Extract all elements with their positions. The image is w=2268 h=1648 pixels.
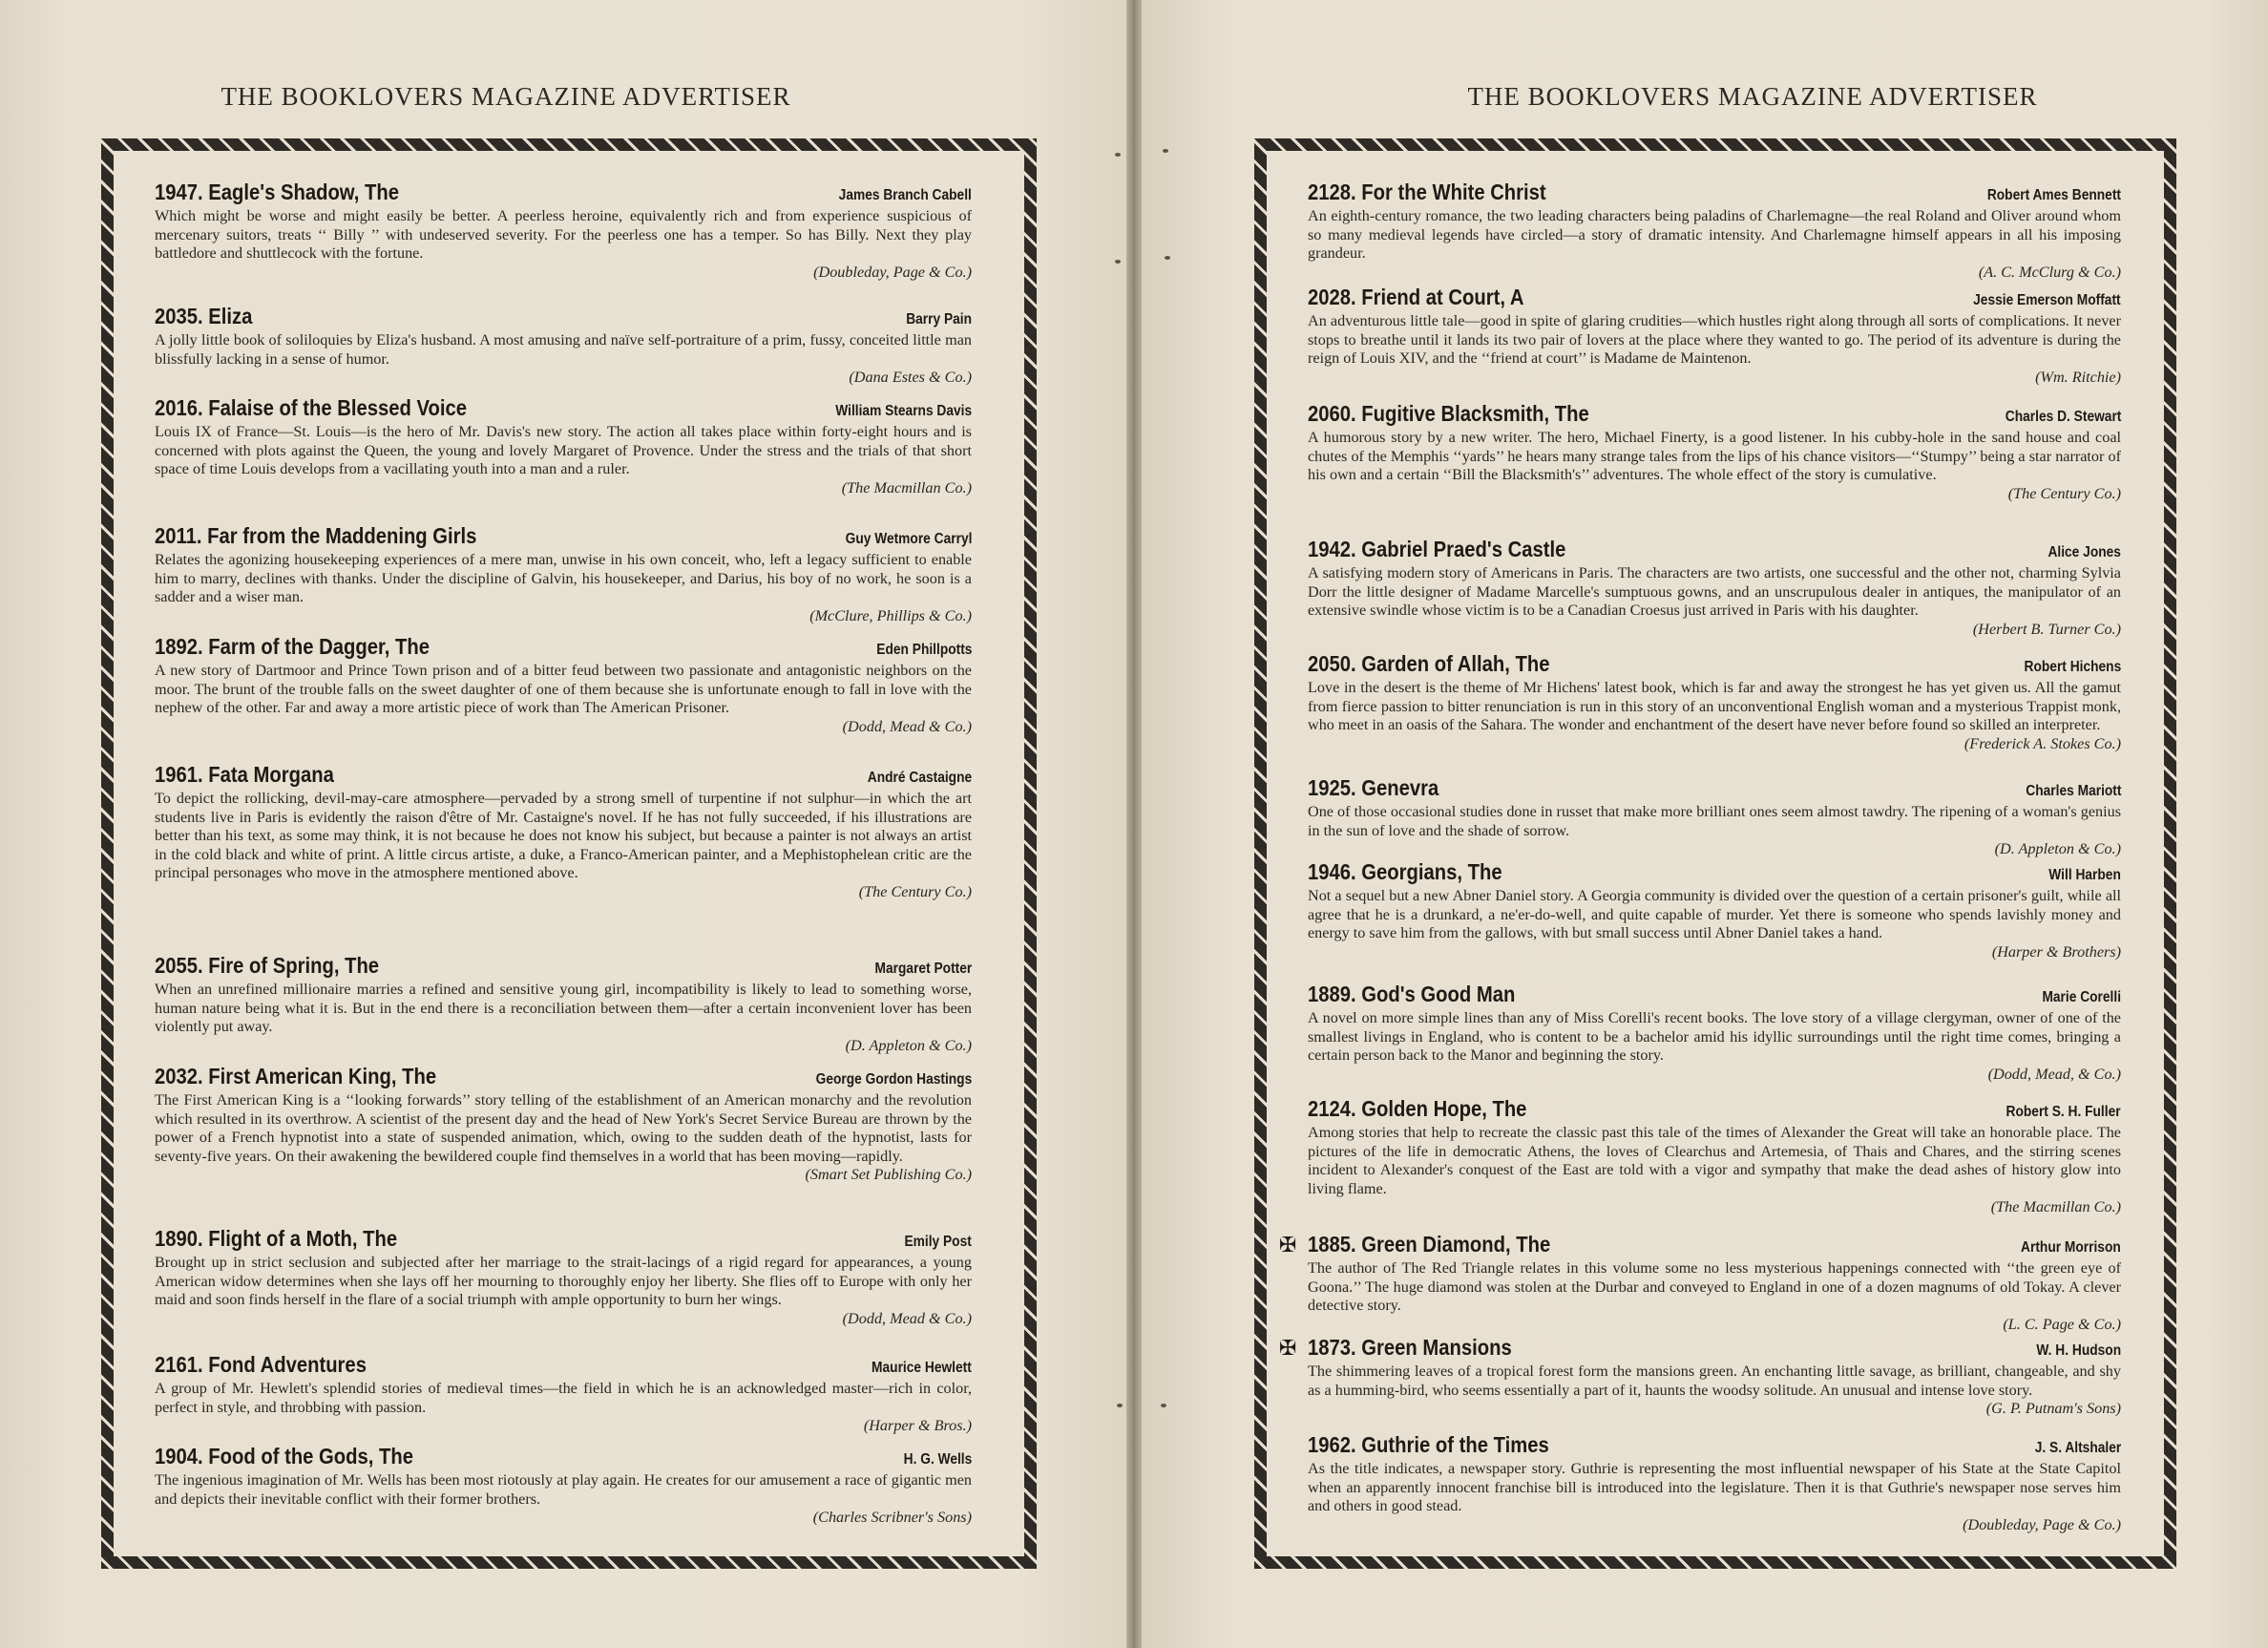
entry-publisher: (Dodd, Mead, & Co.) <box>1987 1065 2121 1083</box>
entry-title: 1873. Green Mansions <box>1308 1335 1512 1360</box>
list-item <box>1308 180 2121 282</box>
entry-header <box>1308 285 2121 310</box>
entry-author: Guy Wetmore Carryl <box>845 531 972 547</box>
entry-title: 1890. Flight of a Moth, The <box>155 1226 398 1251</box>
entry-header <box>155 634 972 660</box>
list-item <box>1308 775 2121 859</box>
entry-title: 2055. Fire of Spring, The <box>155 953 380 978</box>
entry-description: A group of Mr. Hewlett's splendid stories of medieval times—the field in which he is an acknowledged master—rich in color, perfect in style, and throbbing with passion. <box>155 1380 972 1416</box>
entry-description: Not a sequel but a new Abner Daniel story. A Georgia community is divided over the question of a certain prisoner's guilt, while all agree that he is a drunkard, a ne'er-do-well, and quite capable of murder. Yet there is someone who spends lavishly money and energy to save him from the gallows, with but small success until Abner Daniel takes a hand. <box>1308 887 2121 942</box>
entry-description: A jolly little book of soliloquies by Eliza's husband. A most amusing and naïve self-portraiture of a prim, fussy, conceited little man blissfully lacking in a sense of humor. <box>155 331 972 368</box>
entry-author: Charles D. Stewart <box>2005 409 2121 425</box>
entry-title: 2060. Fugitive Blacksmith, The <box>1308 401 1589 426</box>
entry-description: One of those occasional studies done in russet that make more brilliant ones seem almost tawdry. The ripening of a woman's genius in the sun of love and the shade of sorrow. <box>1308 803 2121 839</box>
entry-author: André Castaigne <box>867 770 972 786</box>
entry-header <box>1308 982 2121 1007</box>
entry-title: 2161. Fond Adventures <box>155 1352 367 1377</box>
list-item <box>1308 982 2121 1084</box>
entry-publisher: (A. C. McClurg & Co.) <box>1978 263 2121 281</box>
binding-gutter <box>1126 0 1142 1648</box>
entry-author: Jessie Emerson Moffatt <box>1973 292 2121 308</box>
entry-publisher: (Wm. Ritchie) <box>2035 368 2121 386</box>
list-item <box>1308 859 2121 961</box>
entry-author: Charles Mariott <box>2025 783 2121 799</box>
entry-header <box>1308 1096 2121 1122</box>
entry-description: A humorous story by a new writer. The hero, Michael Finerty, is a good listener. In his cubby-hole in the sand house and coal chutes of the Memphis ‘‘yards’’ he hears many strange tales from the lips of his chance visitors—‘‘Stumpy’’ being a star narrator of his own and a certain ‘‘Bill the Blacksmith's’’ adventures. The whole effect of the story is cumulative. <box>1308 429 2121 484</box>
entry-header <box>155 180 972 205</box>
list-item <box>1308 537 2121 639</box>
entry-publisher: (Dodd, Mead & Co.) <box>842 1309 972 1327</box>
list-item <box>155 1064 972 1185</box>
entry-publisher: (L. C. Page & Co.) <box>2003 1315 2121 1333</box>
entry-publisher: (McClure, Phillips & Co.) <box>809 606 972 624</box>
entry-author: George Gordon Hastings <box>815 1071 972 1088</box>
entry-author: W. H. Hudson <box>2036 1342 2121 1359</box>
entry-description: A satisfying modern story of Americans in Paris. The characters are two artists, one successful and the other not, charming Sylvia Dorr the little designer of Madame Marcelle's sumptuous gowns, and an unscrupulous dealer in antiques, the manipulator of an extensive swindle whose victim is to be a Canadian Croesus just arrived in Paris with his daughter. <box>1308 564 2121 620</box>
entry-publisher: (D. Appleton & Co.) <box>1994 840 2121 858</box>
entry-header <box>1308 1432 2121 1458</box>
entry-author: Margaret Potter <box>874 961 972 977</box>
entry-author: Arthur Morrison <box>2021 1239 2121 1256</box>
entry-description: Among stories that help to recreate the classic past this tale of the times of Alexander the Great will take an honorable place. The pictures of the life in democratic Athens, the loves of Clearchus and Artemesia, of Thais and Chares, and the stirring scenes incident to Alexander's conquest of the East are told with a vigor and sympathy that make the dead ashes of history glow into living flame. <box>1308 1124 2121 1197</box>
entry-description: An eighth-century romance, the two leading characters being paladins of Charlemagne—the real Roland and Oliver around whom so many medieval legends have circled—a story of dramatic intensity. And Charlemagne himself appears in all his imposing grandeur. <box>1308 207 2121 263</box>
entry-description: The author of The Red Triangle relates in this volume some no less mysterious happenings connected with ‘‘the green eye of Goona.’’ The huge diamond was stolen at the Durbar and conveyed to England in one of a dozen magnums of old Tokay. A clever detective story. <box>1308 1259 2121 1315</box>
entry-title: 2050. Garden of Allah, The <box>1308 651 1550 676</box>
entry-title: 1889. God's Good Man <box>1308 982 1516 1006</box>
entry-publisher: (D. Appleton & Co.) <box>845 1036 972 1054</box>
entry-title: 1885. Green Diamond, The <box>1308 1232 1551 1257</box>
entry-publisher: (Dana Estes & Co.) <box>849 369 972 387</box>
entry-header <box>1308 401 2121 427</box>
entry-description: When an unrefined millionaire marries a refined and sensitive young girl, incompatibility is likely to lead to something worse, human nature being what it is. But in the end there is a reconciliation between them—after a certain inconvenient lover has been violently put away. <box>155 981 972 1036</box>
spot-mark <box>1165 256 1170 260</box>
entry-header <box>155 762 972 788</box>
entry-description: The First American King is a ‘‘looking forwards’’ story telling of the establishment of an American monarchy and the revolution which resulted in its overthrow. A scientist of the present day and the head of New York's Secret Service Bureau are thrown by the power of a French hypnotist into a state of suspended animation, which, owing to the sudden death of the hypnotist, lasts for seventy-five years. On their awakening the bewildered couple find themselves in a world that has been moving—rapidly. <box>155 1091 972 1165</box>
entry-description: Which might be worse and might easily be better. A peerless heroine, equivalently rich and from experience suspicious of mercenary suitors, treats ‘‘ Billy ’’ with undeserved severity. For the peerless one has a temper. So has Billy. Next they play battledore and shuttlecock with the fortune. <box>155 207 972 263</box>
list-item <box>1308 285 2121 387</box>
entry-publisher: (G. P. Putnam's Sons) <box>1985 1400 2121 1418</box>
entry-author: William Stearns Davis <box>835 403 972 419</box>
entry-publisher: (Doubleday, Page & Co.) <box>1963 1515 2121 1533</box>
entry-title: 1946. Georgians, The <box>1308 859 1502 884</box>
entry-publisher: (Charles Scribner's Sons) <box>812 1509 972 1527</box>
entry-header <box>1308 651 2121 677</box>
list-item <box>155 953 972 1055</box>
entry-header <box>155 1226 972 1252</box>
entry-description: A novel on more simple lines than any of Miss Corelli's recent books. The love story of a village clergyman, owner of one of the smallest livings in England, who is content to be a bachelor amid his idyllic surroundings until the right time comes, bringing a certain person back to the Manor and beginning the story. <box>1308 1009 2121 1065</box>
right-page <box>1142 0 2268 1648</box>
entry-title: 1962. Guthrie of the Times <box>1308 1432 1549 1457</box>
entry-title: 2124. Golden Hope, The <box>1308 1096 1527 1121</box>
entry-description: The ingenious imagination of Mr. Wells has been most riotously at play again. He creates for our amusement a race of gigantic men and depicts their inevitable conflict with their former brothers. <box>155 1471 972 1508</box>
entry-title: 1904. Food of the Gods, The <box>155 1444 414 1468</box>
list-item <box>155 304 972 388</box>
left-page <box>0 0 1126 1648</box>
list-item <box>155 395 972 497</box>
entry-author: H. G. Wells <box>903 1451 972 1468</box>
entry-publisher: (The Macmillan Co.) <box>1990 1198 2121 1216</box>
page-header: THE BOOKLOVERS MAGAZINE ADVERTISER <box>220 82 791 111</box>
entry-author: Barry Pain <box>906 311 972 327</box>
list-item <box>155 1226 972 1328</box>
entry-publisher: (Herbert B. Turner Co.) <box>1972 620 2121 638</box>
entry-publisher: (The Century Co.) <box>858 882 972 900</box>
entry-publisher: (The Macmillan Co.) <box>841 478 972 497</box>
entry-author: J. S. Altshaler <box>2034 1440 2121 1456</box>
entry-publisher: (Doubleday, Page & Co.) <box>813 263 972 281</box>
entry-header <box>1308 180 2121 205</box>
spot-mark <box>1117 1404 1123 1407</box>
entry-author: Robert Hichens <box>2024 659 2121 675</box>
entry-title: 2028. Friend at Court, A <box>1308 285 1524 309</box>
list-item <box>155 1352 972 1436</box>
entry-header <box>1308 775 2121 801</box>
entry-description: Relates the agonizing housekeeping experiences of a mere man, unwise in his own conceit, who, left a legacy sufficient to enable him to marry, declines with thanks. Under the discipline of Galvin, his housekeeper, and Darius, his boy of no work, he soon is a sadder and a wiser man. <box>155 551 972 606</box>
entry-title: 2032. First American King, The <box>155 1064 437 1088</box>
entry-title: 1925. Genevra <box>1308 775 1439 800</box>
list-item <box>1308 651 2121 753</box>
page-header: THE BOOKLOVERS MAGAZINE ADVERTISER <box>1467 82 2038 111</box>
entry-header <box>155 523 972 549</box>
entry-header <box>155 395 972 421</box>
list-item <box>1279 1335 2121 1419</box>
entry-description: Brought up in strict seclusion and subjected after her marriage to the strait-lacings of a rigid regard for appearances, a young American widow determines when she lays off her mourning to thoroughly enjoy her liberty. She flies off to Europe with only her maid and soon finds herself in the flare of a social triumph with ample opportunity to burn her wings. <box>155 1254 972 1309</box>
entry-header <box>1308 537 2121 562</box>
list-item <box>155 762 972 902</box>
entry-header <box>155 953 972 979</box>
entry-description: To depict the rollicking, devil-may-care atmosphere—pervaded by a strong smell of turpentine if not sulphur—in which the art students live in Paris is evidently the raison d'être of Mr. Castaigne's novel. If he has not fully succeeded, if his illustrations are better than his text, as some may think, it is not because he does not know his subject, but because a painter is not always an artist in the cold black and white of print. A little circus artiste, a duke, a Franco-American painter, and a Mephistophelean critic are the principal personages who move in the atmosphere mentioned above. <box>155 790 972 882</box>
spot-mark <box>1163 149 1168 153</box>
entry-author: Maurice Hewlett <box>872 1360 972 1376</box>
entry-title: 2016. Falaise of the Blessed Voice <box>155 395 468 420</box>
list-item <box>155 180 972 282</box>
cross-mark-icon: ✠ <box>1279 1234 1297 1257</box>
entry-header <box>155 304 972 329</box>
list-item <box>155 1444 972 1528</box>
spot-mark <box>1115 260 1121 264</box>
spot-mark <box>1161 1404 1166 1407</box>
entry-title: 1961. Fata Morgana <box>155 762 334 787</box>
entry-title: 1947. Eagle's Shadow, The <box>155 180 400 204</box>
entry-header <box>1308 1232 2121 1257</box>
spot-mark <box>1115 153 1121 157</box>
entry-publisher: (Dodd, Mead & Co.) <box>842 717 972 735</box>
entry-author: Eden Phillpotts <box>875 642 972 658</box>
list-item <box>155 523 972 625</box>
entry-description: The shimmering leaves of a tropical forest form the mansions green. An enchanting little savage, as brilliant, changeable, and shy as a humming-bird, who seems essentially a part of it, haunts the woodsy solitude. An unusual and intense love story. <box>1308 1363 2121 1399</box>
entry-author: James Branch Cabell <box>838 187 972 203</box>
entry-header <box>155 1352 972 1378</box>
entry-title: 1892. Farm of the Dagger, The <box>155 634 430 659</box>
entry-title: 2035. Eliza <box>155 304 253 328</box>
list-item <box>1308 1096 2121 1217</box>
entry-author: Marie Corelli <box>2042 989 2121 1005</box>
cross-mark-icon: ✠ <box>1279 1337 1297 1361</box>
entry-header <box>1308 1335 2121 1361</box>
entry-description: An adventurous little tale—good in spite of glaring crudities—which hustles right along through all sorts of complications. It never stops to breathe until it lands its two pair of lovers at the place where they wanted to go. The period of its adventure is during the reign of Louis XIV, and the ‘‘friend at court’’ is Madame de Maintenon. <box>1308 312 2121 368</box>
entry-header <box>1308 859 2121 885</box>
entry-description: Louis IX of France—St. Louis—is the hero of Mr. Davis's new story. The action all takes place within forty-eight hours and is concerned with plots against the Queen, the young and lovely Margaret of Provence. Under the stress and the trials of that short space of time Louis develops from a vacillating youth into a man and a ruler. <box>155 423 972 478</box>
entry-publisher: (Frederick A. Stokes Co.) <box>1964 734 2121 752</box>
entry-description: Love in the desert is the theme of Mr Hichens' latest book, which is far and away the strongest he has yet given us. All the gamut from fierce passion to bitter renunciation is run in this story of an unconventional English woman and a mysterious Trappist monk, who meet in an oasis of the Sahara. The wonder and enchantment of the desert have never before found so skilled an interpreter. <box>1308 679 2121 734</box>
entry-title: 1942. Gabriel Praed's Castle <box>1308 537 1566 561</box>
entry-publisher: (Harper & Bros.) <box>863 1417 972 1435</box>
entry-title: 2011. Far from the Maddening Girls <box>155 523 477 548</box>
entry-header <box>155 1064 972 1089</box>
list-item <box>1308 401 2121 503</box>
entry-description: As the title indicates, a newspaper story. Guthrie is representing the most influential newspaper of his State at the State Capitol when an apparently innocent franchise bill is introduced into the legislature. Then it is that Guthrie's newspaper nose serves him and others in good stead. <box>1308 1460 2121 1515</box>
entry-header <box>155 1444 972 1469</box>
entry-author: Alice Jones <box>2048 544 2121 560</box>
entry-publisher: (Smart Set Publishing Co.) <box>805 1166 972 1184</box>
list-item <box>1308 1432 2121 1534</box>
entry-author: Robert S. H. Fuller <box>2006 1104 2121 1120</box>
entry-publisher: (The Century Co.) <box>2007 484 2121 502</box>
list-item <box>155 634 972 736</box>
entry-author: Will Harben <box>2048 867 2121 883</box>
entry-title: 2128. For the White Christ <box>1308 180 1546 204</box>
entry-author: Emily Post <box>904 1234 972 1250</box>
list-item <box>1279 1232 2121 1334</box>
entry-description: A new story of Dartmoor and Prince Town prison and of a bitter feud between two passionate and antagonistic neighbors on the moor. The brunt of the trouble falls on the sweet daughter of one of them because she is unfortunate enough to fall in love with the nephew of the other. Far and away a more artistic piece of work than The American Prisoner. <box>155 662 972 717</box>
entry-author: Robert Ames Bennett <box>1986 187 2121 203</box>
entry-publisher: (Harper & Brothers) <box>1991 942 2121 961</box>
